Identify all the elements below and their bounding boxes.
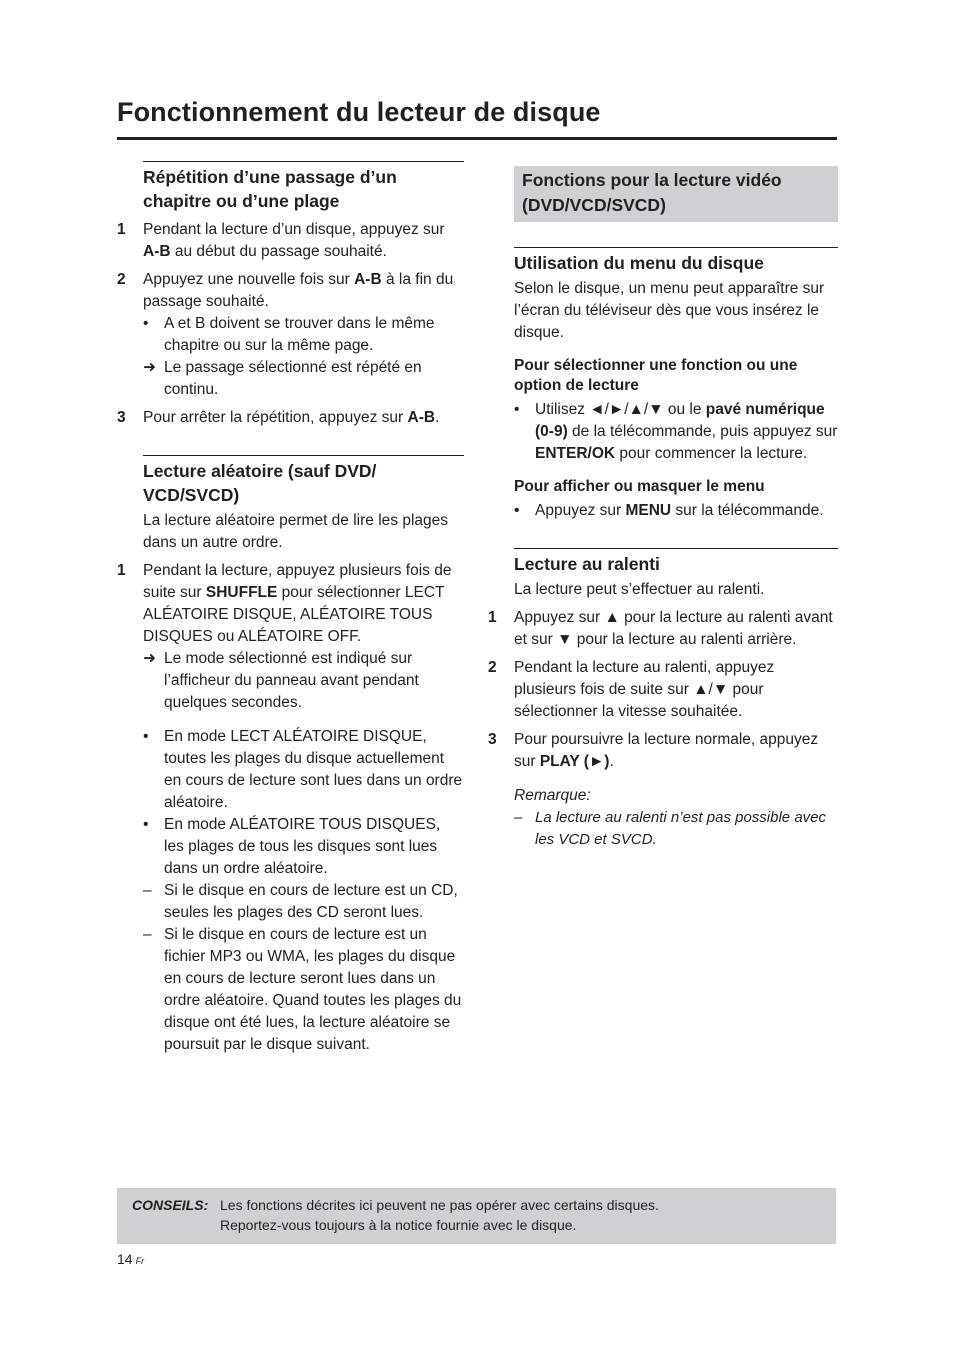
key-label: PLAY (►) <box>539 753 610 770</box>
result-text: Le passage sélectionné est répété en continu. <box>164 359 422 398</box>
bullet-item <box>143 313 464 357</box>
key-label: SHUFFLE <box>205 584 278 601</box>
step-number: 3 <box>117 409 126 426</box>
page-number: 14 <box>117 1251 133 1267</box>
note-text: La lecture au ralenti n’est pas possible avec les VCD et SVCD. <box>535 809 827 848</box>
bullet-text: En mode ALÉATOIRE TOUS DISQUES, les plages de tous les disques sont lues dans un ordre aléatoire. <box>164 816 441 877</box>
step-text: Appuyez sur ▲ pour la lecture au ralenti avant et sur ▼ pour la lecture au ralenti arrière. <box>514 609 833 648</box>
step-text: Pour arrêter la répétition, appuyez sur <box>143 409 408 426</box>
arrow-icon: ➜ <box>143 650 156 667</box>
dash-mark: – <box>514 809 523 826</box>
section-banner: Fonctions pour la lecture vidéo (DVD/VCD/SVCD) <box>514 166 838 222</box>
result-item <box>143 357 464 401</box>
bullet-item <box>514 500 838 522</box>
section-heading-repeat: Répétition d’une passage d’un chapitre ou d’une plage <box>143 161 464 213</box>
arrow-icon: ➜ <box>143 359 156 376</box>
list-item <box>117 560 464 714</box>
bullet-text: sur la télécommande. <box>671 502 824 519</box>
key-label: A-B <box>354 271 382 288</box>
list-item <box>488 607 838 651</box>
dash-text: Si le disque en cours de lecture est un CD, seules les plages des CD seront lues. <box>164 882 458 921</box>
bullet-item <box>143 726 464 814</box>
tips-label: CONSEILS: <box>132 1197 209 1213</box>
bullet-mark: • <box>143 816 149 833</box>
bullet-text: Utilisez ◄/►/▲/▼ ou le <box>535 401 706 418</box>
page-title: Fonctionnement du lecteur de disque <box>117 97 601 127</box>
step-text: Pendant la lecture, appuyez plusieurs fois de suite sur <box>143 562 452 601</box>
result-item <box>143 648 464 714</box>
step-text: . <box>609 753 614 770</box>
bullet-mark: • <box>143 728 149 745</box>
step-number: 1 <box>117 221 126 238</box>
dash-item <box>143 924 464 1056</box>
step-text: Pour poursuivre la lecture normale, appuyez sur <box>514 731 819 770</box>
list-item <box>117 269 464 401</box>
key-label: A-B <box>143 243 171 260</box>
right-column <box>488 166 838 851</box>
bullet-mark: • <box>143 315 149 332</box>
step-text: Pendant la lecture d’un disque, appuyez sur <box>143 221 445 238</box>
key-label: pavé numérique (0-9) <box>535 401 825 440</box>
section-heading-disc-menu: Utilisation du menu du disque <box>514 247 838 275</box>
tips-text: Les fonctions décrites ici peuvent ne pas opérer avec certains disques. <box>220 1197 659 1213</box>
step-text: à la fin du passage souhaité. <box>143 271 454 310</box>
list-item <box>117 219 464 263</box>
dash-item <box>143 880 464 924</box>
key-label: A-B <box>407 409 436 426</box>
bullet-mark: • <box>514 502 520 519</box>
list-item <box>117 407 464 429</box>
key-label: ENTER/OK <box>535 445 616 462</box>
tips-text: Reportez-vous toujours à la notice fournie avec le disque. <box>220 1217 577 1233</box>
key-label: MENU <box>625 502 672 519</box>
list-item <box>488 729 838 773</box>
subheading: Pour afficher ou masquer le menu <box>514 478 765 495</box>
section-heading-slow-motion: Lecture au ralenti <box>514 548 838 576</box>
language-tag: Fr <box>135 1256 145 1266</box>
step-number: 1 <box>488 609 497 626</box>
bullet-item <box>514 399 838 465</box>
bullet-text: pour commencer la lecture. <box>615 445 808 462</box>
note-item <box>514 807 838 851</box>
bullet-text: A et B doivent se trouver dans le même chapitre ou sur la même page. <box>164 315 435 354</box>
bullet-mark: • <box>514 401 520 418</box>
section-heading-shuffle: Lecture aléatoire (sauf DVD/ VCD/SVCD) <box>143 455 464 507</box>
subheading: Pour sélectionner une fonction ou une option de lecture <box>514 357 798 394</box>
step-number: 2 <box>488 659 497 676</box>
step-number: 1 <box>117 562 126 579</box>
step-text: . <box>435 409 440 426</box>
step-number: 3 <box>488 731 497 748</box>
left-column <box>117 161 464 1056</box>
section-intro: Selon le disque, un menu peut apparaître sur l’écran du téléviseur dès que vous insérez le disque. <box>514 280 825 341</box>
bullet-text: Appuyez sur <box>535 502 626 519</box>
section-intro: La lecture aléatoire permet de lire les plages dans un autre ordre. <box>143 512 449 551</box>
note-label: Remarque: <box>514 787 591 804</box>
section-intro: La lecture peut s’effectuer au ralenti. <box>514 581 765 598</box>
step-number: 2 <box>117 271 126 288</box>
tips-box <box>117 1188 836 1244</box>
list-item <box>488 657 838 723</box>
result-text: Le mode sélectionné est indiqué sur l’afficheur du panneau avant pendant quelques secondes. <box>164 650 419 711</box>
bullet-text: de la télécommande, puis appuyez sur <box>567 423 838 440</box>
step-text: au début du passage souhaité. <box>170 243 387 260</box>
title-divider <box>117 137 837 140</box>
step-text: Appuyez une nouvelle fois sur <box>143 271 355 288</box>
page-footer <box>117 1251 144 1267</box>
dash-mark: – <box>143 882 152 899</box>
step-text: Pendant la lecture au ralenti, appuyez plusieurs fois de suite sur ▲/▼ pour sélectionner la vitesse souhaitée. <box>514 659 775 720</box>
dash-mark: – <box>143 926 152 943</box>
dash-text: Si le disque en cours de lecture est un fichier MP3 ou WMA, les plages du disque en cours de lecture seront lues dans un ordre aléatoire. Quand toutes les plages du disque ont été lues, la lecture aléatoire se poursuit par le disque suivant. <box>164 926 462 1053</box>
bullet-item <box>143 814 464 880</box>
step-text: pour sélectionner LECT ALÉATOIRE DISQUE, ALÉATOIRE TOUS DISQUES ou ALÉATOIRE OFF. <box>143 584 445 645</box>
bullet-text: En mode LECT ALÉATOIRE DISQUE, toutes les plages du disque actuellement en cours de lecture sont lues dans un ordre aléatoire. <box>164 728 463 811</box>
